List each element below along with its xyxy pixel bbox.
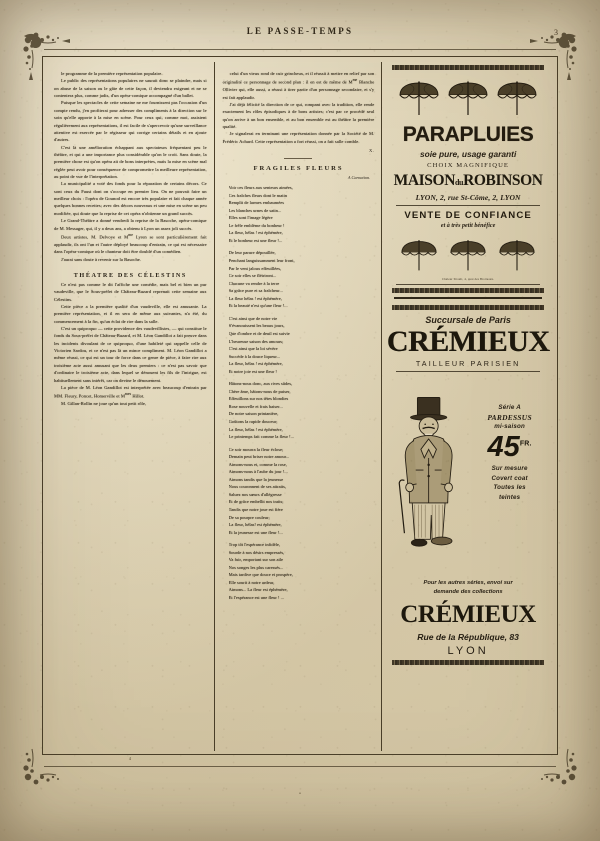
ad-printer-credit: Chaleur Sitault, 4, quai des Brotteaux. xyxy=(442,277,495,281)
maison-word: MAISON xyxy=(393,172,455,189)
sur-mesure-label: Sur mesure xyxy=(491,465,528,473)
poem-line: C'est ainsi que de notre vie xyxy=(228,315,278,321)
poem-stanzas xyxy=(223,184,375,601)
poem-stanza xyxy=(223,249,375,309)
article-paragraphs-3 xyxy=(223,70,375,145)
maison-du: du xyxy=(454,178,464,187)
cremieux-address: Rue de la République, 83 xyxy=(417,631,519,642)
paragraph: Je signalerai en terminant une représentation donnée par la Société de M. Frédéric Achard. Cette représentation a fort réussi, on a fait salle comble. xyxy=(222,131,375,144)
price-block xyxy=(471,377,548,502)
poem-line: Par le vent jaloux effeuillées, xyxy=(228,265,282,271)
masthead xyxy=(0,26,600,48)
poem-line: Sourde à nos désirs empressés, xyxy=(228,549,285,555)
poem-line: Elle sourit à notre ardeur, xyxy=(228,579,275,585)
column-one xyxy=(46,62,215,761)
poem-line: Trop tôt l'espérance infidèle, xyxy=(228,542,281,548)
poem-line: La fleur, hélas ! est éphémère, xyxy=(228,361,283,367)
ad-cremieux[interactable] xyxy=(382,305,554,665)
umbrella-icon xyxy=(497,238,537,274)
poem-line: Remplit de larmes embaumées xyxy=(228,200,284,206)
poem-line: La fleur, hélas ! est éphémère, xyxy=(228,230,283,236)
umbrella-icon xyxy=(397,79,441,119)
poem-line: Mais tardive que douce et prospère, xyxy=(228,572,293,578)
poem-line: Le printemps fait comme la fleur !... xyxy=(228,434,294,440)
poem-stanza xyxy=(223,380,375,440)
poem-line: Aimons tandis que la jeunesse xyxy=(228,476,284,482)
poem-line: Et notre joie est une fleur ! xyxy=(228,368,277,374)
poem-stanza xyxy=(223,541,375,601)
cremieux-tailleur-parisien: TAILLEUR PARISIEN xyxy=(415,359,521,369)
ad-parapluies[interactable] xyxy=(382,65,554,299)
poem-line: Sa grâce pure et sa fraîcheur... xyxy=(228,288,283,294)
poem-line: Demain peut briser notre amour... xyxy=(228,454,290,460)
article-celestins-body xyxy=(54,281,207,408)
poem-line: Ce soir elles se flétriront... xyxy=(228,273,277,279)
poem-line: La fleur, hélas ! est éphémère, xyxy=(228,426,283,432)
ad-rule-lower xyxy=(396,284,540,285)
three-column-layout xyxy=(46,62,554,761)
article-paragraphs-1 xyxy=(54,70,207,263)
poem-line: La fleur, hélas! est éphémère, xyxy=(228,522,282,528)
paragraph: Deux artistes, M. Delvoye et $M^{me}$ Lyren se sont particulièrement fait applaudir, ils ont l'un et l'autre déployé beaucoup d'entrain, ce qui est nécessaire dans l'opéra-comique où le chanteur doit être doublé d'un comédien. xyxy=(54,232,207,255)
paragraph: M. Gillan-Rollin ne joue qu'un tout petit rôle, xyxy=(61,401,147,407)
poem-line: C'est ainsi que la loi sévère xyxy=(228,346,278,352)
paragraph: Cette pièce a la première qualité d'un vaudeville, elle est amusante. La première représentation, et il en sera de même aux suivantes, n'a été, du commencement à la fin, qu'un éclat de rire dans la salle. xyxy=(54,303,207,324)
column-two xyxy=(215,62,383,751)
poem-line: Chère âme, hâtons-nous de puiser, xyxy=(228,388,291,394)
masthead-rule xyxy=(44,49,556,50)
cremieux-succursale: Succursale de Paris xyxy=(425,315,511,325)
poem-line: Et la beauté n'est qu'une fleur !... xyxy=(228,303,288,309)
ad-rule xyxy=(396,205,540,206)
poem-line: Chacune va rendre à la terre xyxy=(228,280,280,286)
poem-divider-rule xyxy=(284,158,312,159)
ad-top-band xyxy=(392,65,544,70)
paragraph: le programme de la première représentation populaire. xyxy=(61,71,163,76)
poem-line: Et la jeunesse est une fleur !... xyxy=(228,529,283,535)
teintes-label-1: Toutes les xyxy=(493,484,526,492)
paragraph: celui d'un vieux rond de cuir grincheux, et il réussit à mettre en relief par son originalité ce personnage de second plan : il en est de même de $M^{me}$ Blanche Ollivier qui, elle aussi, a réussi à tirer partie d'un personnage secondaire, et s'y est fait applaudir. xyxy=(222,71,375,100)
article-paragraphs-2 xyxy=(54,281,207,408)
ad-address-robinson: LYON, 2, rue St-Côme, 2, LYON xyxy=(415,193,521,202)
ad-headline-parapluies: PARAPLUIES xyxy=(402,123,534,146)
paragraph: Le public des représentations populaires ne saurait donc se plaindre, mais si on abuse de la saison ou le gâte de cette façon, il deviendra exigeant et ne se contentera plus, comme jadis, d'un opéra-comique accompagné d'un ballet. xyxy=(54,78,207,99)
poem-line: Goûtons la rapide douceur; xyxy=(228,418,278,424)
paragraph: La pièce de M. Léon Gandillot est interprétée avec beaucoup d'entrain par MM. Fleury, Poncet, Homerville et $M^{mes}$ Hillot. xyxy=(54,384,207,399)
umbrella-icon xyxy=(446,79,490,119)
ad-vente-confiance: VENTE DE CONFIANCE xyxy=(404,210,532,221)
poem-line: La fleur hélas ! est éphémère, xyxy=(228,295,282,301)
umbrella-icon xyxy=(399,238,439,274)
robinson-word: ROBINSON xyxy=(463,172,543,189)
poem-line: Et de grâce embellit nos traits; xyxy=(228,499,284,505)
poem-line: L'heureuse saison des amours; xyxy=(228,338,284,344)
price-number: 45 xyxy=(487,430,520,463)
poem-line: Rose nouvelle et frais baiser... xyxy=(228,403,283,409)
ad-benefice-note: et à très petit bénéfice xyxy=(440,223,496,229)
ad-subtitle-soie: soie pure, usage garanti xyxy=(419,149,517,159)
paragraph: J'aurai sans doute à revenir sur la Basoche. xyxy=(61,256,142,262)
poem-line: Aimons-nous à l'aube du jour !... xyxy=(228,469,288,475)
section-heading-celestins: THÉATRE DES CÉLESTINS xyxy=(73,271,187,279)
poem-line: Ces fraîches fleurs dont le matin xyxy=(228,192,287,198)
price-currency: FR. xyxy=(519,439,532,447)
umbrella-icon xyxy=(495,79,539,119)
paragraph: Ce n'est pas comme le dit l'affiche une comédie, mais bel et bien un pur vaudeville, que le Sous-préfet de Château-Buzard reprenait cette semaine aux Célestins. xyxy=(54,281,207,302)
footnote-line-1: Pour les autres séries, envoi sur xyxy=(423,580,513,587)
poem-dedication: A Carnation. xyxy=(347,175,371,181)
cremieux-footnote xyxy=(392,579,544,596)
poem-line: Saluez nos sœurs d'allégresse xyxy=(228,491,282,497)
ad-maison-robinson xyxy=(386,172,550,190)
poem-title: FRAGILES FLEURS xyxy=(253,165,344,173)
poem-line: Effeuillons sur nos têtes blondies xyxy=(228,396,289,402)
umbrella-illustration-row-top xyxy=(386,73,550,121)
poem-line: Hâtons-nous donc, aux rives sûdes, xyxy=(228,381,293,387)
serie-label: Série A xyxy=(498,404,521,412)
cremieux-top-band xyxy=(392,305,544,310)
poem-line: Succède à la douce liqueur... xyxy=(228,353,280,359)
poem-line: Aimons-nous et, comme la rose, xyxy=(228,461,287,467)
poem-stanza xyxy=(223,315,375,375)
cremieux-city: LYON xyxy=(447,644,489,657)
footer-rule xyxy=(44,766,556,767)
cremieux-bottom-band xyxy=(392,660,544,665)
poem-line: Penchant languissamment leur front, xyxy=(228,258,295,264)
poem-line: S'évanouissent les beaux jours, xyxy=(228,323,285,329)
poem-line: Le frêle emblème du bonheur ! xyxy=(228,222,285,228)
poem-line: Les blanches urnes de satin... xyxy=(228,207,282,213)
poem-line: De sa pourpre couleur; xyxy=(228,514,270,520)
gentleman-illustration xyxy=(388,377,471,577)
page-folio: 3 xyxy=(554,28,558,37)
poem-stanza xyxy=(223,446,375,537)
paragraph: J'ai déjà félicité la direction de ce qui, rompant avec la tradition, elle rende exactement les rôles épisodiques à de bons artistes; c'est par ce procédé seul qu'on arrive à un bon ensemble, et au bon ensemble est au théâtre la première qualité. xyxy=(222,101,375,130)
article-continuation-body xyxy=(223,70,375,145)
article-theatre-body xyxy=(54,70,207,263)
paragraph: La municipalité a voté des fonds pour la réparation de certains décors. Ce sont ceux du Faust dont on s'occupe en premier lieu. On ne pouvait faire un meilleur choix : l'opéra de Gounod est encore très populaire et fait chaque année quelques bonnes recettes; avec des décors nouveaux et une mise en scène un peu modifiée, qui doute que la reprise de cet opéra n'obtienne un grand succès. xyxy=(54,181,207,216)
ad-bottom-band xyxy=(392,288,544,293)
poem-line: Tandis que notre joue est fière xyxy=(228,506,283,512)
poem-line: Voir ces fleurs aux senteurs aimées, xyxy=(228,185,293,191)
poem-line: Aimons... La fleur est éphémère, xyxy=(228,587,288,593)
saison-label: mi-saison xyxy=(494,423,525,430)
poem-line: De notre saison printanière, xyxy=(228,411,279,417)
article-signature: X. xyxy=(368,148,375,154)
poem-line: Nos songes les plus caressés... xyxy=(228,564,284,570)
cremieux-brand-bottom: CRÉMIEUX xyxy=(400,600,536,628)
poem-line: Que d'ombre et de deuil est suivie xyxy=(228,330,290,336)
pardessus-label: PARDESSUS xyxy=(487,413,532,422)
poem-line: Et le bonheur est une fleur !... xyxy=(228,237,283,243)
teintes-label-2: teintes xyxy=(498,493,521,501)
ad-choix-magnifique: CHOIX MAGNIFIQUE xyxy=(427,162,510,169)
poem-stanza xyxy=(223,184,375,244)
poem-line: Nous couronnent de ses attraits, xyxy=(228,484,287,490)
paragraph: Le Grand-Théâtre a donné vendredi la reprise de la Basoche, opéra-comique de M. Messager, qui, il y a deux ans, a obtenu à Lyon un assez joli succès. xyxy=(54,218,207,231)
cremieux-rule xyxy=(396,371,540,372)
cremieux-body xyxy=(386,375,550,577)
poem-line: De leur parure dépouillée, xyxy=(228,250,276,256)
paragraph: Puisque les spectacles de cette semaine ne me fournissent pas l'occasion d'un compte rendu, j'en profiterai pour adresser des compliments à la direction sur le soin qu'elle apporte à la mise en scène. Pour ceux qui, comme moi, assistent régulièrement aux représentations, il est facile de s'apercevoir qu'une surveillance attentive est exercée par le régisseur qui corrige certains détails et en ajoute d'autres. xyxy=(54,100,207,143)
paragraph: C'est un quiproquo — cette providence des vaudevillistes, — qui constitue le fonds du Sous-préfet de Château-Buzard, et M. Léon Gandillot a fait preuve dans les incidents divoulant de ce quiproquo, d'une habileté qui rappelle celle de Victorien Sardou, et ce n'est pas là un mince compliment. M. Léon Gandillot a même réussi, ce qui est un tour de force dans ce genre de pièce, à faire rire aux troisième acte aussi amusant que les deux premiers : ce n'est pas savoir que d'ordinaire le troisième acte, dans lequel se dénouent les fils de l'intrigue, est habituellement sans intérêt, car on devine le dénouement. xyxy=(54,326,207,383)
umbrella-illustration-row-bottom xyxy=(386,232,550,276)
cremieux-brand-top: CRÉMIEUX xyxy=(386,325,550,358)
covert-coat-label: Covert coat xyxy=(491,474,528,482)
column-three-advertisements xyxy=(382,62,554,751)
price-value xyxy=(471,430,548,463)
publication-title: LE PASSE-TEMPS xyxy=(246,26,354,36)
footer-dot: • xyxy=(299,792,301,797)
poem-line: Va fuir, emportant sur son aile xyxy=(228,557,283,563)
poem-line: Ce soir mourra la fleur éclose; xyxy=(228,446,284,452)
footnote-line-2: demande des collections xyxy=(433,589,503,596)
gentleman-figure xyxy=(388,377,471,577)
umbrella-icon xyxy=(448,238,488,274)
poem-line: Et l'espérance est une fleur ! ... xyxy=(228,595,285,600)
column-footer-mark: 4 xyxy=(128,756,131,761)
paragraph: C'est là une amélioration échappant aux spectateurs fréquentant peu le théâtre, et qui a une importance plus considérable qu'on le croit. Sans doute, la première chose est qu'on opéra ait de bons interprètes, mais la mise en scène mal réglée peut avoir pour conséquence de compromettre la meilleure représentation, au point de vue de l'interprétation. xyxy=(54,144,207,180)
ad-rule-thick xyxy=(394,297,542,299)
poem-line: Elles sont l'image légère xyxy=(228,215,273,221)
